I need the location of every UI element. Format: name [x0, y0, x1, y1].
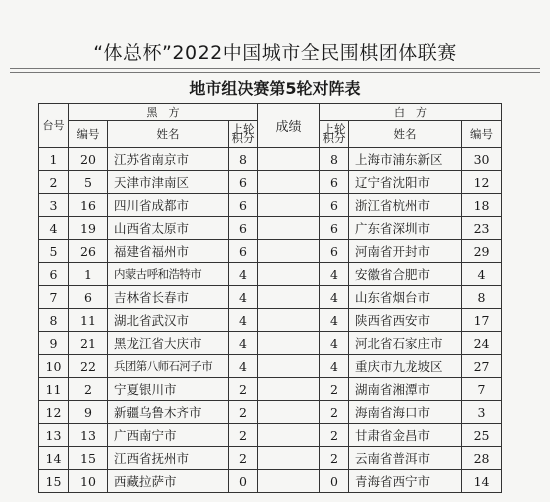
result-cell: [258, 309, 320, 332]
black-prev-score-cell: 2: [229, 424, 258, 447]
result-cell: [258, 217, 320, 240]
white-name-cell: 湖南省湘潭市: [349, 378, 462, 401]
result-cell: [258, 378, 320, 401]
black-no-cell: 2: [69, 378, 108, 401]
black-name-cell: 西藏拉萨市: [108, 470, 229, 493]
white-prev-score-cell: 6: [320, 217, 349, 240]
black-name-cell: 兵团第八师石河子市: [108, 355, 229, 378]
result-cell: [258, 424, 320, 447]
board-cell: 1: [39, 148, 69, 171]
pairing-table: [38, 103, 502, 493]
white-name-cell: 重庆市九龙坡区: [349, 355, 462, 378]
page-bottom-edge: [0, 495, 550, 502]
board-cell: 10: [39, 355, 69, 378]
table-row: [39, 148, 502, 171]
white-prev-score-cell: 8: [320, 148, 349, 171]
black-name-cell: 宁夏银川市: [108, 378, 229, 401]
result-cell: [258, 447, 320, 470]
white-no-cell: 17: [462, 309, 502, 332]
black-prev-score-cell: 4: [229, 286, 258, 309]
black-prev-score-cell: 8: [229, 148, 258, 171]
black-name-cell: 新疆乌鲁木齐市: [108, 401, 229, 424]
board-cell: 13: [39, 424, 69, 447]
board-cell: 3: [39, 194, 69, 217]
white-prev-score-cell: 4: [320, 286, 349, 309]
black-side-header: 黑 方: [69, 104, 258, 121]
black-no-cell: 6: [69, 286, 108, 309]
black-prev-score-cell: 6: [229, 240, 258, 263]
white-name-cell: 广东省深圳市: [349, 217, 462, 240]
sub-title: 地市组决赛第5轮对阵表: [189, 79, 361, 98]
white-no-cell: 7: [462, 378, 502, 401]
table-row: [39, 378, 502, 401]
result-cell: [258, 148, 320, 171]
white-no-cell: 18: [462, 194, 502, 217]
black-no-header: 编号: [69, 121, 108, 148]
white-name-cell: 陕西省西安市: [349, 309, 462, 332]
table-row: [39, 194, 502, 217]
white-prev-score-cell: 4: [320, 332, 349, 355]
black-prev-score-cell: 2: [229, 378, 258, 401]
black-name-cell: 江苏省南京市: [108, 148, 229, 171]
black-no-cell: 13: [69, 424, 108, 447]
board-cell: 9: [39, 332, 69, 355]
white-no-cell: 30: [462, 148, 502, 171]
board-cell: 8: [39, 309, 69, 332]
black-prev-score-cell: 4: [229, 355, 258, 378]
black-no-cell: 9: [69, 401, 108, 424]
board-cell: 4: [39, 217, 69, 240]
white-prev-score-cell: 2: [320, 401, 349, 424]
white-prev-score-cell: 6: [320, 171, 349, 194]
table-row: [39, 355, 502, 378]
table-row: [39, 470, 502, 493]
black-no-cell: 22: [69, 355, 108, 378]
white-name-cell: 河北省石家庄市: [349, 332, 462, 355]
table-row: [39, 263, 502, 286]
board-cell: 12: [39, 401, 69, 424]
result-cell: [258, 194, 320, 217]
result-cell: [258, 332, 320, 355]
white-name-cell: 上海市浦东新区: [349, 148, 462, 171]
black-prev-score-cell: 4: [229, 332, 258, 355]
table-row: [39, 401, 502, 424]
white-prev-score-cell: 2: [320, 447, 349, 470]
black-no-cell: 10: [69, 470, 108, 493]
result-header: 成绩: [258, 104, 320, 148]
result-cell: [258, 240, 320, 263]
board-cell: 11: [39, 378, 69, 401]
white-no-cell: 23: [462, 217, 502, 240]
result-cell: [258, 470, 320, 493]
white-prev-score-cell: 6: [320, 194, 349, 217]
black-name-header: 姓名: [108, 121, 229, 148]
white-no-cell: 3: [462, 401, 502, 424]
white-prev-score-cell: 4: [320, 263, 349, 286]
black-no-cell: 16: [69, 194, 108, 217]
table-row: [39, 240, 502, 263]
table-row: [39, 424, 502, 447]
black-prev-score-cell: 6: [229, 194, 258, 217]
table-row: [39, 217, 502, 240]
board-cell: 5: [39, 240, 69, 263]
black-prev-score-cell: 4: [229, 309, 258, 332]
black-name-cell: 广西南宁市: [108, 424, 229, 447]
white-no-cell: 25: [462, 424, 502, 447]
white-side-header: 白 方: [320, 104, 502, 121]
white-name-cell: 浙江省杭州市: [349, 194, 462, 217]
result-cell: [258, 401, 320, 424]
white-name-cell: 云南省普洱市: [349, 447, 462, 470]
white-name-cell: 海南省海口市: [349, 401, 462, 424]
black-prev-score-cell: 2: [229, 401, 258, 424]
board-cell: 14: [39, 447, 69, 470]
table-row: [39, 309, 502, 332]
black-name-cell: 吉林省长春市: [108, 286, 229, 309]
black-no-cell: 20: [69, 148, 108, 171]
table-row: [39, 286, 502, 309]
title-rule-top: [10, 68, 540, 69]
white-name-cell: 甘肃省金昌市: [349, 424, 462, 447]
white-prev-score-cell: 2: [320, 378, 349, 401]
board-cell: 15: [39, 470, 69, 493]
black-no-cell: 5: [69, 171, 108, 194]
pairing-table-body: [39, 148, 502, 493]
board-cell: 7: [39, 286, 69, 309]
white-name-cell: 河南省开封市: [349, 240, 462, 263]
white-name-header: 姓名: [349, 121, 462, 148]
black-prev-score-cell: 4: [229, 263, 258, 286]
black-no-cell: 26: [69, 240, 108, 263]
black-no-cell: 21: [69, 332, 108, 355]
white-name-cell: 安徽省合肥市: [349, 263, 462, 286]
white-prev-score-cell: 4: [320, 355, 349, 378]
black-name-cell: 内蒙古呼和浩特市: [108, 263, 229, 286]
black-name-cell: 江西省抚州市: [108, 447, 229, 470]
white-prev-score-cell: 2: [320, 424, 349, 447]
title-rule-bottom: [10, 72, 540, 73]
table-row: [39, 171, 502, 194]
white-name-cell: 山东省烟台市: [349, 286, 462, 309]
board-cell: 6: [39, 263, 69, 286]
black-no-cell: 11: [69, 309, 108, 332]
white-no-cell: 8: [462, 286, 502, 309]
black-prev-score-cell: 6: [229, 217, 258, 240]
black-name-cell: 福建省福州市: [108, 240, 229, 263]
black-prev-score-header: 上轮积分: [229, 121, 258, 148]
white-no-cell: 28: [462, 447, 502, 470]
table-row: [39, 447, 502, 470]
board-header: 台号: [39, 104, 69, 148]
black-prev-score-cell: 6: [229, 171, 258, 194]
result-cell: [258, 263, 320, 286]
white-no-cell: 24: [462, 332, 502, 355]
black-name-cell: 四川省成都市: [108, 194, 229, 217]
white-no-cell: 29: [462, 240, 502, 263]
board-cell: 2: [39, 171, 69, 194]
black-name-cell: 山西省太原市: [108, 217, 229, 240]
black-name-cell: 天津市津南区: [108, 171, 229, 194]
white-no-cell: 14: [462, 470, 502, 493]
result-cell: [258, 171, 320, 194]
black-prev-score-cell: 2: [229, 447, 258, 470]
white-name-cell: 青海省西宁市: [349, 470, 462, 493]
white-prev-score-header: 上轮积分: [320, 121, 349, 148]
result-cell: [258, 355, 320, 378]
black-no-cell: 19: [69, 217, 108, 240]
black-prev-score-cell: 0: [229, 470, 258, 493]
result-cell: [258, 286, 320, 309]
black-name-cell: 黑龙江省大庆市: [108, 332, 229, 355]
white-prev-score-cell: 0: [320, 470, 349, 493]
white-name-cell: 辽宁省沈阳市: [349, 171, 462, 194]
black-no-cell: 15: [69, 447, 108, 470]
white-prev-score-cell: 4: [320, 309, 349, 332]
main-title: “体总杯”2022中国城市全民围棋团体联赛: [93, 42, 457, 64]
black-name-cell: 湖北省武汉市: [108, 309, 229, 332]
white-no-cell: 4: [462, 263, 502, 286]
white-no-header: 编号: [462, 121, 502, 148]
black-no-cell: 1: [69, 263, 108, 286]
white-prev-score-cell: 6: [320, 240, 349, 263]
white-no-cell: 12: [462, 171, 502, 194]
table-row: [39, 332, 502, 355]
white-no-cell: 27: [462, 355, 502, 378]
